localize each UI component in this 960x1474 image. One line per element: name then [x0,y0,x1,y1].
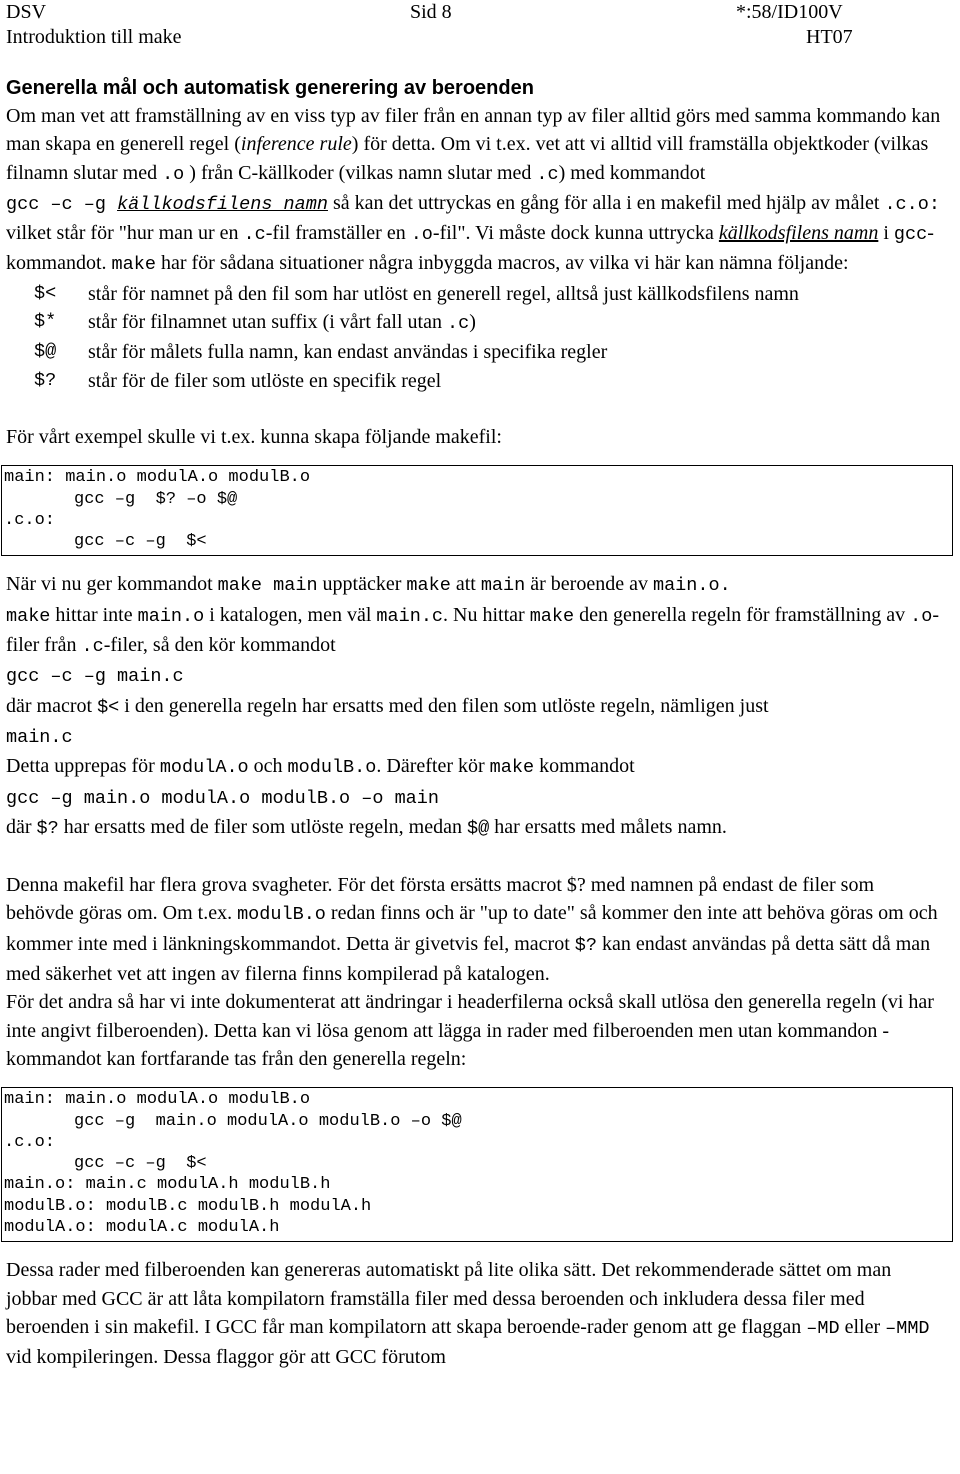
paragraph-weakness-2: För det andra så har vi inte dokumenterat att ändringar i headerfilerna också skall utlösa den generella regeln (vi har inte angivt filberoenden). Detta kan vi lösa genom att lägga in rader med filberoenden men utan kommandon - kommandot kan fortfarande tas från den generella regeln: [6,991,934,1070]
paragraph-weakness-1: Denna makefil har flera grova svagheter. För det första ersätts macrot $? med namnen på endast de filer som behövde göras om. Om t.ex. modulB.o redan finns och är "up to date" så kommer den inte att behöva göras om och kommer inte med i länkningskommandot. Detta är givetvis fel, macrot $? kan endast användas på detta sätt då man med säkerhet vet att ingen av filerna finns kompilerad på katalogen. [6,874,938,986]
macro-item: $@ står för målets fulla namn, kan endast användas i specifika regler [34,341,608,364]
code-line: gcc –g $? –o $@ [74,489,238,509]
makefile-example-1 [1,465,953,556]
code-line: .c.o: [4,1132,56,1152]
makefile-example-2 [1,1087,953,1242]
code-line: main.o: main.c modulA.h modulB.h [4,1175,331,1195]
code-line: modulB.o: modulB.c modulB.h modulA.h [4,1196,372,1216]
code-line: gcc –g main.o modulA.o modulB.o –o $@ [74,1111,462,1131]
section-heading: Generella mål och automatisk generering av beroenden [6,77,534,99]
code-line: gcc –c –g $< [74,1154,207,1174]
header-title: Introduktion till make [6,26,182,48]
code-line: main: main.o modulA.o modulB.o [4,1090,311,1110]
header-page-number: Sid 8 [410,1,452,23]
macro-item: $< står för namnet på den fil som har utlöst en generell regel, alltså just källkodsfilens namn [34,282,799,305]
header-doc-id: *:58/ID100V [736,1,843,23]
header-term: HT07 [806,26,853,48]
code-line: gcc –c –g $< [74,532,207,552]
paragraph-intro: Om man vet att framställning av en viss typ av filer från en annan typ av filer alltid görs med samma kommando kan man skapa en generell regel (inference rule) för detta. Om vi t.ex. vet att vi alltid vill framställa objektkoder (vilkas filnamn slutar med .o ) från C-källkoder (vilkas namn slutar med .c) med kommandot gcc –c –g källkodsfilens namn så kan det uttryckas en gång för alla i en makefil med hjälp av målet .c.o: vilket står för "hur man ur en .c-fil framställer en .o-fil". Vi måste dock kunna uttrycka källkodsfilens namn i gcc-kommandot. make har för sådana situationer några inbyggda macros, av vilka vi här kan nämna följande: [6,105,941,276]
command-2: gcc –g main.o modulA.o modulB.o –o main [6,787,439,809]
code-line: .c.o: [4,510,56,530]
header-course: DSV [6,1,47,23]
code-line: modulA.o: modulA.c modulA.h [4,1217,280,1237]
document-body [6,74,946,1371]
paragraph-auto-deps: Dessa rader med filberoenden kan genereras automatiskt på lite olika sätt. Det rekommenderade sättet om man jobbar med GCC är att låta kompilatorn framställa filer med dessa beroenden och inkludera dessa filer med beroenden i sin makefil. I GCC får man kompilatorn att skapa beroende-rader genom att ge flaggan –MD eller –MMD vid kompileringen. Dessa flaggor gör att GCC förutom [6,1259,930,1369]
macro-item: $* står för filnamnet utan suffix (i vårt fall utan .c) [34,311,476,335]
macro-list [34,280,946,395]
macro-item: $? står för de filer som utlöste en specifik regel [34,369,442,392]
code-line: main: main.o modulA.o modulB.o [4,468,311,488]
command-1: gcc –c –g main.c [6,666,184,688]
paragraph-explanation: När vi nu ger kommandot make main upptäcker make att main är beroende av main.o. make hittar inte main.o i katalogen, men väl main.c. Nu hittar make den generella regeln för framställning av .o-filer från .c-filer, så den kör kommandot gcc –c –g main.c där macrot $< i den generella regeln har ersatts med den filen som utlöste regeln, nämligen just main.c Detta upprepas för modulA.o och modulB.o. Därefter kör make kommandot gcc –g main.o modulA.o modulB.o –o main där $? har ersatts med de filer som utlöste regeln, medan $@ har ersatts med målets namn. [6,573,939,839]
paragraph-example-intro: För vårt exempel skulle vi t.ex. kunna skapa följande makefil: [6,425,502,448]
